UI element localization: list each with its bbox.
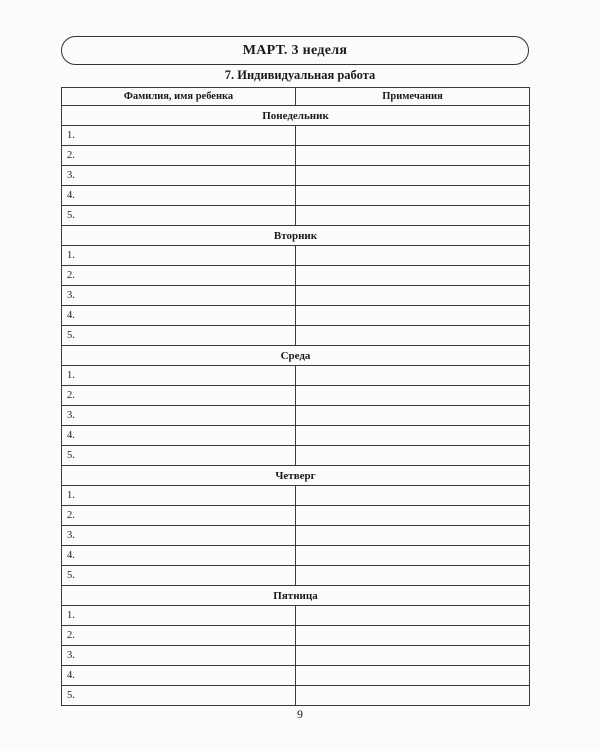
child-name-cell[interactable]: 1. (62, 246, 296, 266)
table-row (62, 146, 530, 166)
table-row (62, 566, 530, 586)
table-row (62, 606, 530, 626)
page-title: МАРТ. 3 неделя (242, 42, 348, 58)
notes-cell[interactable] (296, 126, 530, 146)
notes-cell[interactable] (296, 366, 530, 386)
table-row (62, 246, 530, 266)
child-name-cell[interactable]: 5. (62, 326, 296, 346)
table-row (62, 486, 530, 506)
child-name-cell[interactable]: 2. (62, 386, 296, 406)
day-name: Среда (62, 346, 530, 366)
notes-cell[interactable] (296, 486, 530, 506)
table-row (62, 206, 530, 226)
child-name-cell[interactable]: 5. (62, 446, 296, 466)
column-header-notes: Примечания (296, 88, 530, 106)
table-row (62, 666, 530, 686)
table-row (62, 646, 530, 666)
notes-cell[interactable] (296, 186, 530, 206)
child-name-cell[interactable]: 3. (62, 286, 296, 306)
notes-cell[interactable] (296, 266, 530, 286)
day-header-row (62, 106, 530, 126)
day-header-row (62, 226, 530, 246)
day-name: Четверг (62, 466, 530, 486)
child-name-cell[interactable]: 5. (62, 686, 296, 706)
child-name-cell[interactable]: 1. (62, 366, 296, 386)
child-name-cell[interactable]: 4. (62, 666, 296, 686)
table-row (62, 306, 530, 326)
table-row (62, 686, 530, 706)
notes-cell[interactable] (296, 606, 530, 626)
notes-cell[interactable] (296, 326, 530, 346)
child-name-cell[interactable]: 5. (62, 206, 296, 226)
child-name-cell[interactable]: 1. (62, 486, 296, 506)
table-row (62, 186, 530, 206)
table-row (62, 626, 530, 646)
child-name-cell[interactable]: 4. (62, 186, 296, 206)
child-name-cell[interactable]: 4. (62, 306, 296, 326)
notes-cell[interactable] (296, 406, 530, 426)
notes-cell[interactable] (296, 206, 530, 226)
table-row (62, 426, 530, 446)
day-header-row (62, 466, 530, 486)
day-header-row (62, 586, 530, 606)
child-name-cell[interactable]: 3. (62, 646, 296, 666)
notes-cell[interactable] (296, 426, 530, 446)
section-title: 7. Индивидуальная работа (224, 68, 376, 82)
day-name: Понедельник (62, 106, 530, 126)
column-header-child-name: Фамилия, имя ребенка (62, 88, 296, 106)
child-name-cell[interactable]: 4. (62, 426, 296, 446)
table-row (62, 326, 530, 346)
table-row (62, 406, 530, 426)
table-row (62, 126, 530, 146)
table-row (62, 286, 530, 306)
child-name-cell[interactable]: 2. (62, 266, 296, 286)
page-title-box (61, 36, 529, 65)
day-name: Вторник (62, 226, 530, 246)
child-name-cell[interactable]: 1. (62, 606, 296, 626)
page-number: 9 (297, 707, 303, 721)
notes-cell[interactable] (296, 666, 530, 686)
table-row (62, 366, 530, 386)
notes-cell[interactable] (296, 246, 530, 266)
notes-cell[interactable] (296, 146, 530, 166)
table-row (62, 506, 530, 526)
table-row (62, 266, 530, 286)
notes-cell[interactable] (296, 446, 530, 466)
table-row (62, 166, 530, 186)
notes-cell[interactable] (296, 566, 530, 586)
child-name-cell[interactable]: 2. (62, 146, 296, 166)
day-name: Пятница (62, 586, 530, 606)
notes-cell[interactable] (296, 546, 530, 566)
child-name-cell[interactable]: 2. (62, 506, 296, 526)
notes-cell[interactable] (296, 506, 530, 526)
child-name-cell[interactable]: 3. (62, 166, 296, 186)
table-row (62, 446, 530, 466)
notes-cell[interactable] (296, 166, 530, 186)
notes-cell[interactable] (296, 386, 530, 406)
child-name-cell[interactable]: 2. (62, 626, 296, 646)
table-row (62, 386, 530, 406)
table-row (62, 526, 530, 546)
child-name-cell[interactable]: 5. (62, 566, 296, 586)
notes-cell[interactable] (296, 686, 530, 706)
notes-cell[interactable] (296, 626, 530, 646)
notes-cell[interactable] (296, 526, 530, 546)
notes-cell[interactable] (296, 286, 530, 306)
child-name-cell[interactable]: 4. (62, 546, 296, 566)
notes-cell[interactable] (296, 646, 530, 666)
table-row (62, 546, 530, 566)
child-name-cell[interactable]: 3. (62, 526, 296, 546)
day-header-row (62, 346, 530, 366)
child-name-cell[interactable]: 3. (62, 406, 296, 426)
child-name-cell[interactable]: 1. (62, 126, 296, 146)
individual-work-table (61, 87, 530, 706)
notes-cell[interactable] (296, 306, 530, 326)
table-header-row (62, 88, 530, 106)
table-body (62, 88, 530, 706)
